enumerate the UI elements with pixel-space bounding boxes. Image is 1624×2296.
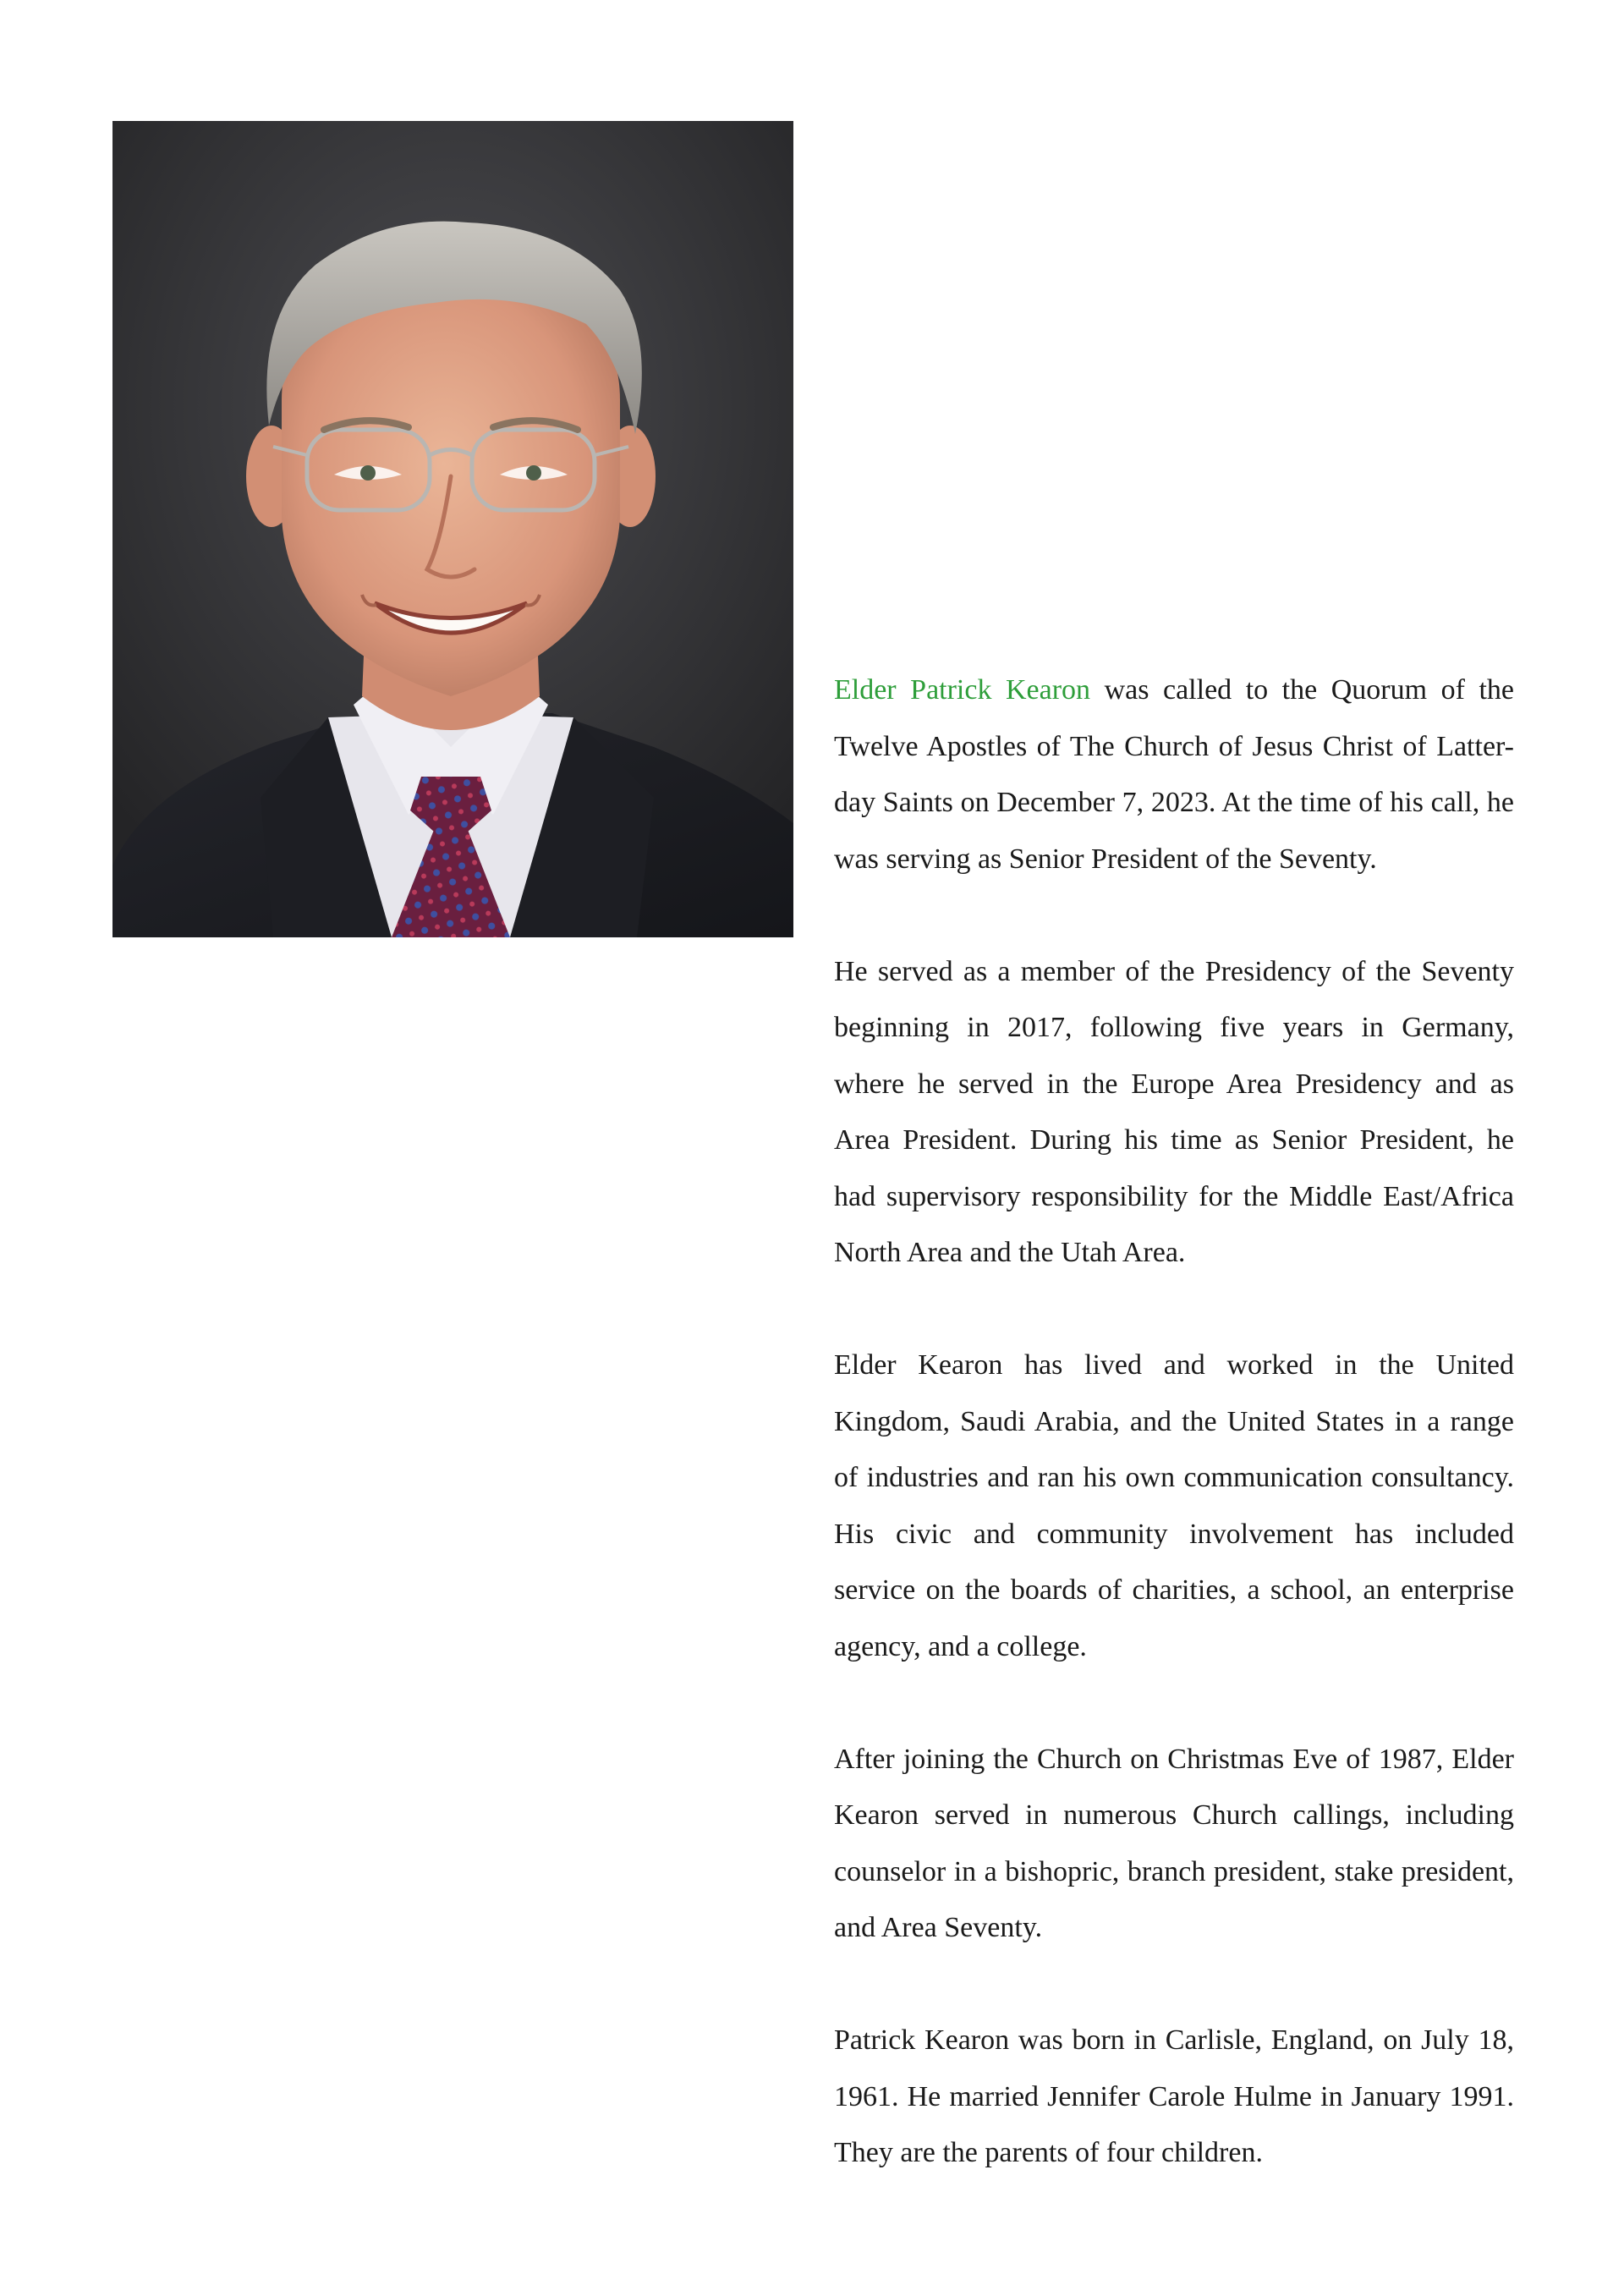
bio-paragraph-1 <box>834 662 1514 887</box>
portrait-photo <box>112 121 793 937</box>
bio-paragraph-4: After joining the Church on Christmas Eve of 1987, Elder Kearon served in numerous Church callings, including counselor in a bishopric, branch president, stake president, and Area Seventy. <box>834 1743 1514 1943</box>
bio-paragraph-5: Patrick Kearon was born in Carlisle, England, on July 18, 1961. He married Jennifer Carole Hulme in January 1991. They are the parents of four children. <box>834 2024 1514 2168</box>
bio-paragraph-2: He served as a member of the Presidency of the Seventy beginning in 2017, following five years in Germany, where he served in the Europe Area Presidency and as Area President. During his time as Senior President, he had supervisory responsibility for the Middle East/Africa North Area and the Utah Area. <box>834 955 1514 1268</box>
bio-paragraph-1-text: was called to the Quorum of the Twelve Apostles of The Church of Jesus Christ of Latter-day Saints on December 7, 2023. At the time of his call, he was serving as Senior President of the Seventy. <box>834 674 1514 875</box>
portrait-illustration <box>112 121 793 937</box>
name-highlight: Elder Patrick Kearon <box>834 674 1091 706</box>
bio-paragraph-3: Elder Kearon has lived and worked in the United Kingdom, Saudi Arabia, and the United States in a range of industries and ran his own communication consultancy. His civic and community involvement has included service on the boards of charities, a school, an enterprise agency, and a college. <box>834 1349 1514 1662</box>
biography <box>834 662 1514 2238</box>
left-pupil <box>360 465 376 481</box>
right-pupil <box>526 465 541 481</box>
